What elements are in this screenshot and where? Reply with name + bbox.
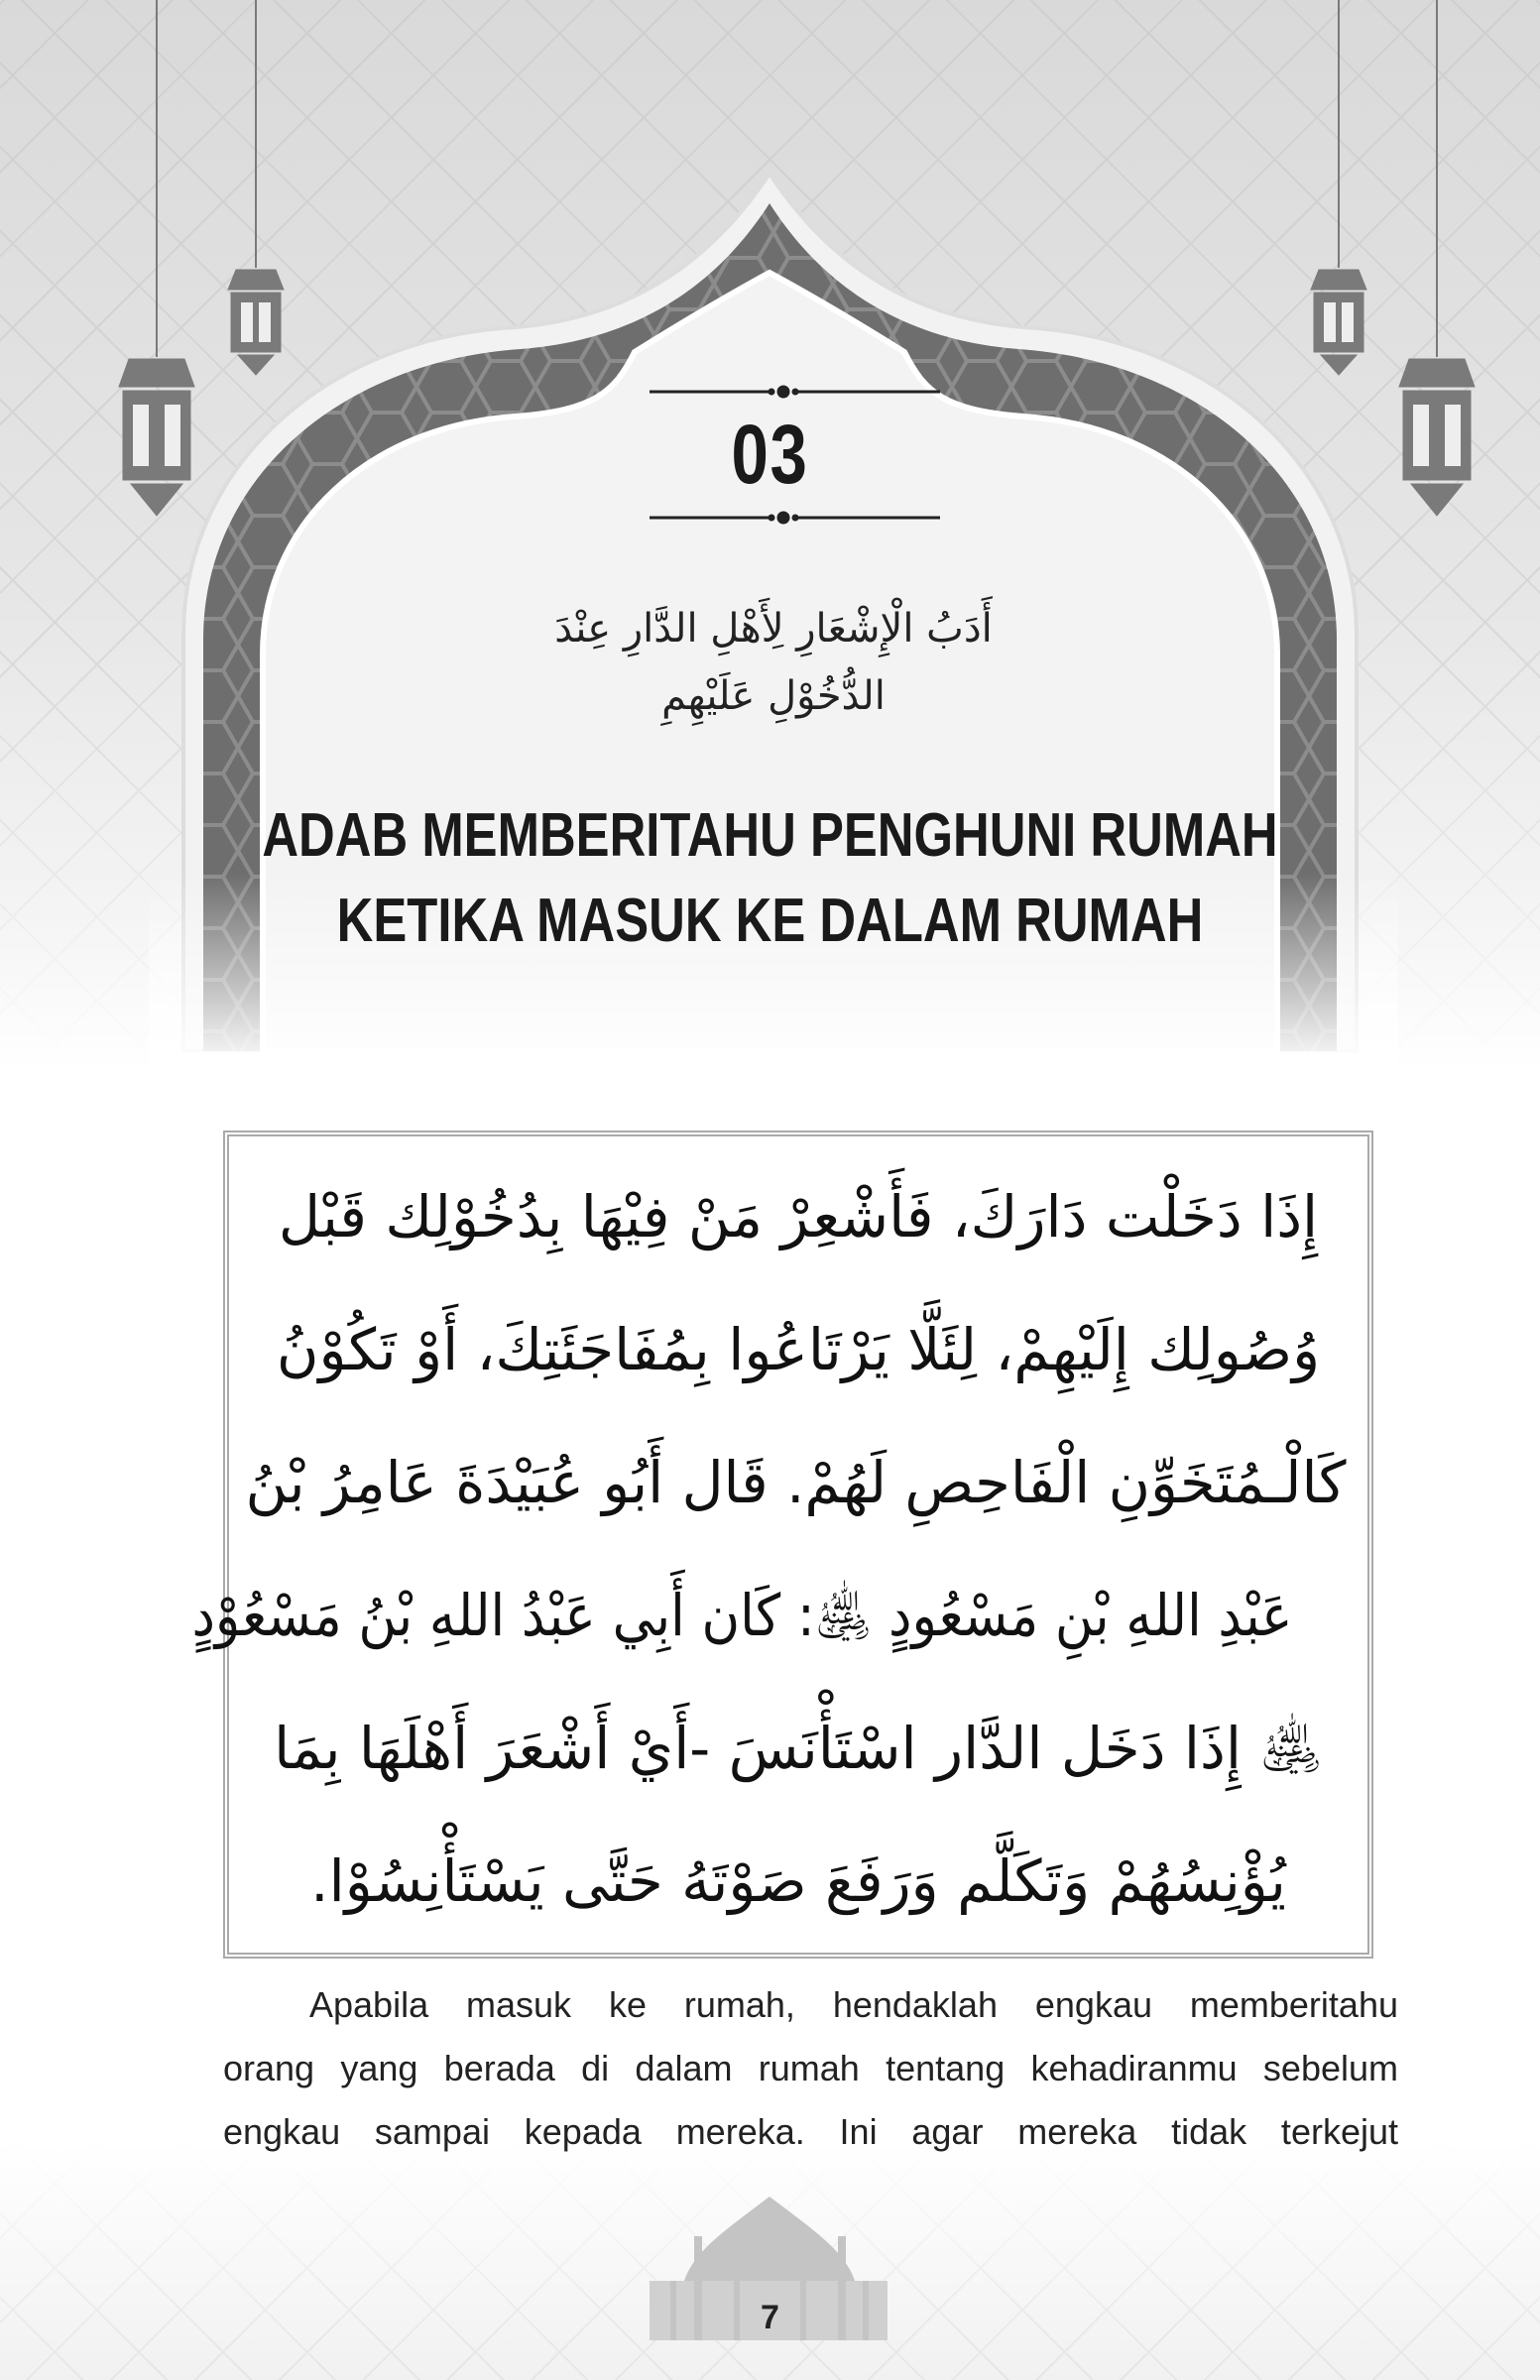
chapter-number: 03 xyxy=(731,408,809,501)
arabic-line: كَالْـمُتَخَوِّنِ الْفَاحِصِ لَهُمْ. قَال أَبُو عُبَيْدَةَ عَامِرُ بْنُ xyxy=(245,1449,1347,1516)
lantern-icon xyxy=(1399,0,1475,516)
translation-paragraph xyxy=(223,1973,1398,2164)
lantern-icon xyxy=(1311,0,1366,375)
arabic-line: يُؤْنِسُهُمْ وَتَكَلَّم وَرَفَعَ صَوْتَهُ حَتَّى يَسْتَأْنِسُوْا. xyxy=(310,1847,1286,1915)
arabic-line: عَبْدِ اللهِ بْنِ مَسْعُودٍ ﵁: كَان أَبِي عَبْدُ اللهِ بْنُ مَسْعُوْدٍ xyxy=(191,1582,1293,1649)
paragraph-line: engkau sampai kepada mereka. Ini agar mereka tidak terkejut xyxy=(223,2111,1398,2152)
arabic-text xyxy=(191,1150,1349,1948)
arabic-title-line: الدُّخُوْلِ عَلَيْهِمِ xyxy=(661,673,886,719)
chapter-title-line: KETIKA MASUK KE DALAM RUMAH xyxy=(336,887,1204,955)
chapter-title-line: ADAB MEMBERITAHU PENGHUNI RUMAH xyxy=(262,801,1278,870)
page-number: 7 xyxy=(761,2299,779,2336)
arabic-line: إِذَا دَخَلْت دَارَكَ، فَأَشْعِرْ مَنْ فِيْهَا بِدُخُوْلِك قَبْل xyxy=(278,1183,1319,1250)
paragraph-line: orang yang berada di dalam rumah tentang kehadiranmu sebelum xyxy=(223,2048,1398,2088)
arabic-line: ﵁ إِذَا دَخَل الدَّار اسْتَأْنَسَ -أَيْ أَشْعَرَ أَهْلَهَا بِمَا xyxy=(274,1715,1323,1782)
lantern-icon xyxy=(228,0,284,375)
paragraph-line: Apabila masuk ke rumah, hendaklah engkau memberitahu xyxy=(309,1984,1398,2025)
arabic-line: وُصُولِك إِلَيْهِمْ، لِئَلَّا يَرْتَاعُوا بِمُفَاجَئَتِكَ، أَوْ تَكُوْنُ xyxy=(276,1316,1321,1383)
arabic-title-line: أَدَبُ الْإِشْعَارِ لِأَهْلِ الدَّارِ عِنْدَ xyxy=(554,606,993,652)
chapter-title xyxy=(0,793,1540,964)
arabic-chapter-title xyxy=(436,595,1111,730)
